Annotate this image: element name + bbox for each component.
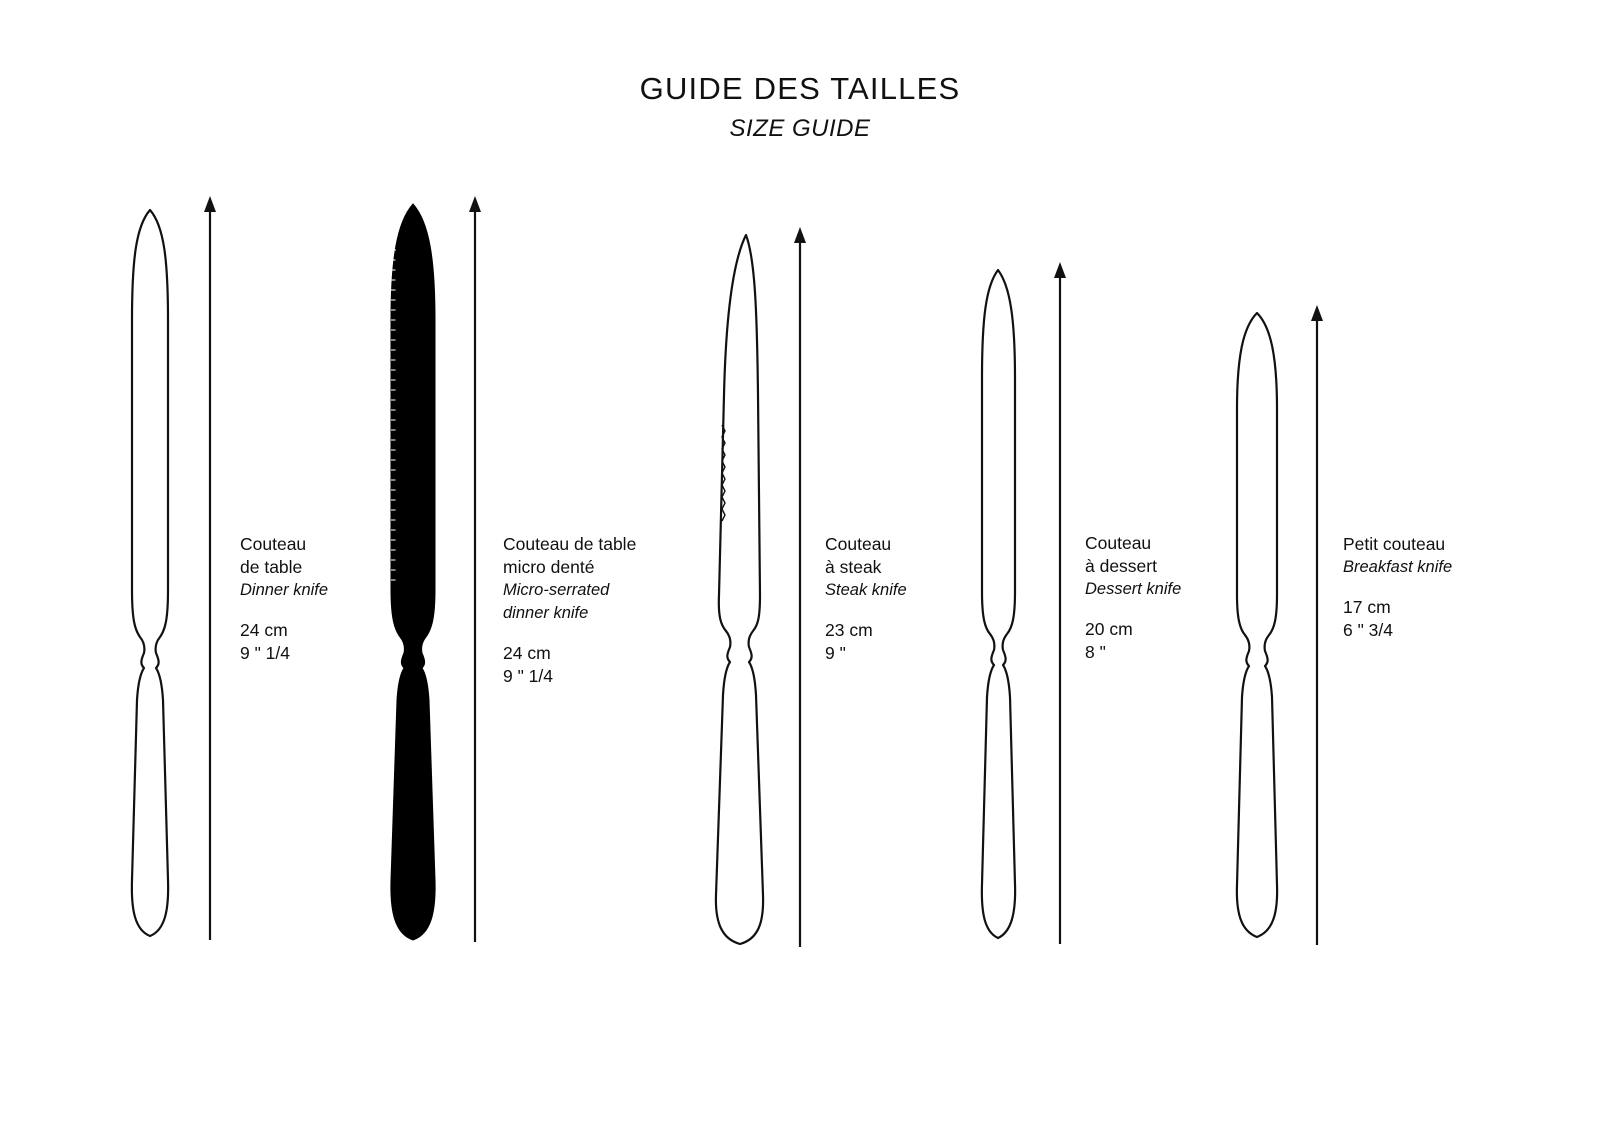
knife-group-micro-serrated-dinner-knife [365, 190, 645, 970]
size-cm: 24 cm [503, 643, 551, 663]
label-fr-line1: Couteau [240, 534, 307, 554]
label-en-line2: dinner knife [503, 604, 589, 622]
page-title-fr: GUIDE DES TAILLES [639, 71, 961, 106]
size-in: 8 " [1085, 642, 1106, 662]
label-fr-line1: Petit couteau [1343, 534, 1446, 554]
label-en-line1: Micro-serrated [503, 581, 610, 599]
label-breakfast-knife [1343, 533, 1452, 642]
label-fr-line1: Couteau [1085, 533, 1152, 553]
size-in: 9 " 1/4 [503, 666, 553, 686]
label-steak-knife [825, 533, 907, 665]
label-micro-serrated-dinner-knife [503, 533, 636, 688]
label-en: Steak knife [825, 581, 907, 599]
knife-group-breakfast-knife [1215, 305, 1495, 970]
size-cm: 17 cm [1343, 597, 1391, 617]
label-fr-line1: Couteau de table [503, 534, 637, 554]
title-block [0, 72, 1600, 143]
size-in: 9 " 1/4 [240, 643, 290, 663]
knife-group-steak-knife [700, 225, 960, 970]
label-fr-line1: Couteau [825, 534, 892, 554]
page-title-en: SIZE GUIDE [729, 115, 871, 143]
label-fr-line2: de table [240, 557, 303, 577]
size-cm: 24 cm [240, 620, 288, 640]
label-dessert-knife [1085, 532, 1181, 664]
label-fr-line2: micro denté [503, 557, 595, 577]
knife-group-dinner-knife [110, 190, 370, 970]
label-fr-line2: à dessert [1085, 556, 1157, 576]
size-cm: 23 cm [825, 620, 873, 640]
knife-group-dessert-knife [960, 262, 1220, 970]
label-dinner-knife [240, 533, 328, 665]
label-en: Dinner knife [240, 581, 329, 599]
label-en: Breakfast knife [1343, 558, 1453, 576]
size-in: 9 " [825, 643, 846, 663]
label-fr-line2: à steak [825, 557, 882, 577]
label-en: Dessert knife [1085, 580, 1182, 598]
size-in: 6 " 3/4 [1343, 620, 1393, 640]
size-cm: 20 cm [1085, 619, 1133, 639]
